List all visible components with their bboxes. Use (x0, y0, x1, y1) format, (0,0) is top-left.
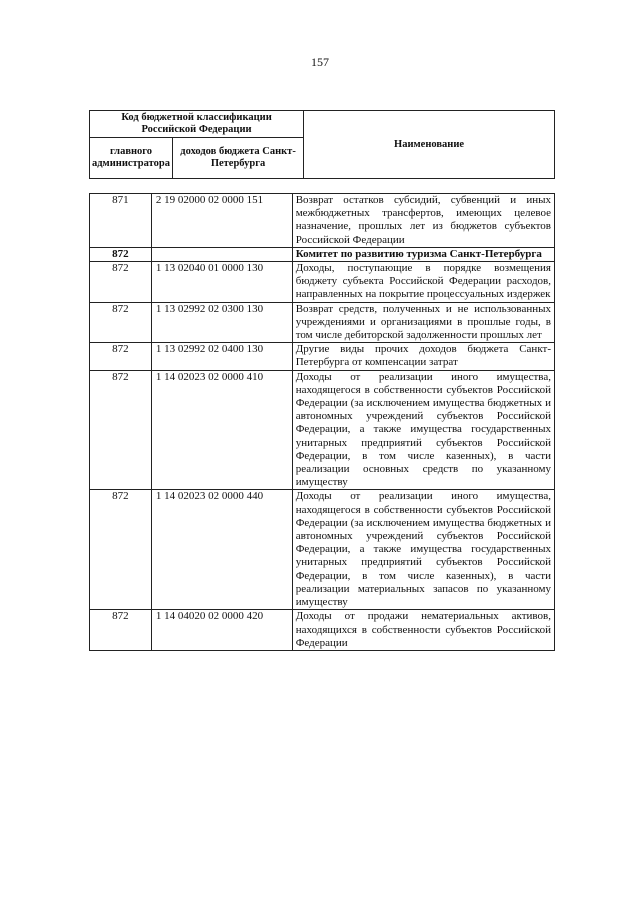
admin-code-cell: 872 (90, 343, 152, 370)
name-cell: Доходы от продажи нематериальных активов, находящихся в собственности субъектов Российской Федерации (292, 610, 554, 651)
table-row (90, 610, 555, 651)
header-name-column: Наименование (304, 111, 555, 179)
table-row (90, 247, 555, 261)
admin-code-cell: 872 (90, 302, 152, 343)
admin-code-cell: 871 (90, 194, 152, 248)
name-cell: Другие виды прочих доходов бюджета Санкт-Петербурга от компенсации затрат (292, 343, 554, 370)
header-income-column: доходов бюджета Санкт-Петербурга (172, 138, 303, 179)
name-cell: Доходы от реализации иного имущества, находящегося в собственности субъектов Российской Федерации (за исключением имущества бюджетных и автономных учреждений субъектов Российской Федерации, а также имущества государственных унитарных предприятий субъектов Российской Федерации, в том числе казенных), в части реализации материальных запасов по указанному имуществу (292, 490, 554, 610)
table-row (90, 302, 555, 343)
admin-code-cell: 872 (90, 610, 152, 651)
name-cell: Комитет по развитию туризма Санкт-Петербурга (292, 247, 554, 261)
classification-table (89, 193, 555, 651)
name-cell: Возврат средств, полученных и не использованных учреждениями и организациями в прошлые годы, в том числе дебиторской задолженности прошлых лет (292, 302, 554, 343)
income-code-cell: 1 14 02023 02 0000 440 (151, 490, 292, 610)
admin-code-cell: 872 (90, 262, 152, 303)
admin-code-cell: 872 (90, 370, 152, 490)
income-code-cell: 1 13 02040 01 0000 130 (151, 262, 292, 303)
table-row (90, 343, 555, 370)
income-code-cell: 1 13 02992 02 0300 130 (151, 302, 292, 343)
table-row (90, 194, 555, 248)
header-code-group: Код бюджетной классификации Российской Федерации (90, 111, 304, 138)
admin-code-cell: 872 (90, 247, 152, 261)
name-cell: Доходы, поступающие в порядке возмещения бюджету субъекта Российской Федерации расходов, направленных на покрытие процессуальных издержек (292, 262, 554, 303)
page-number: 157 (311, 55, 329, 69)
table-row (90, 262, 555, 303)
income-code-cell: 1 13 02992 02 0400 130 (151, 343, 292, 370)
name-cell: Возврат остатков субсидий, субвенций и иных межбюджетных трансфертов, имеющих целевое назначение, прошлых лет из бюджетов субъектов Российской Федерации (292, 194, 554, 248)
admin-code-cell: 872 (90, 490, 152, 610)
name-cell: Доходы от реализации иного имущества, находящегося в собственности субъектов Российской Федерации (за исключением имущества бюджетных и автономных учреждений субъектов Российской Федерации, а также имущества государственных унитарных предприятий субъектов Российской Федерации, в том числе казенных), в части реализации основных средств по указанному имуществу (292, 370, 554, 490)
table-body (90, 194, 555, 651)
income-code-cell: 1 14 04020 02 0000 420 (151, 610, 292, 651)
income-code-cell: 2 19 02000 02 0000 151 (151, 194, 292, 248)
table-row (90, 370, 555, 490)
income-code-cell (151, 247, 292, 261)
income-code-cell: 1 14 02023 02 0000 410 (151, 370, 292, 490)
table-row (90, 490, 555, 610)
header-table (89, 110, 555, 179)
header-admin-column: главного администратора (90, 138, 173, 179)
